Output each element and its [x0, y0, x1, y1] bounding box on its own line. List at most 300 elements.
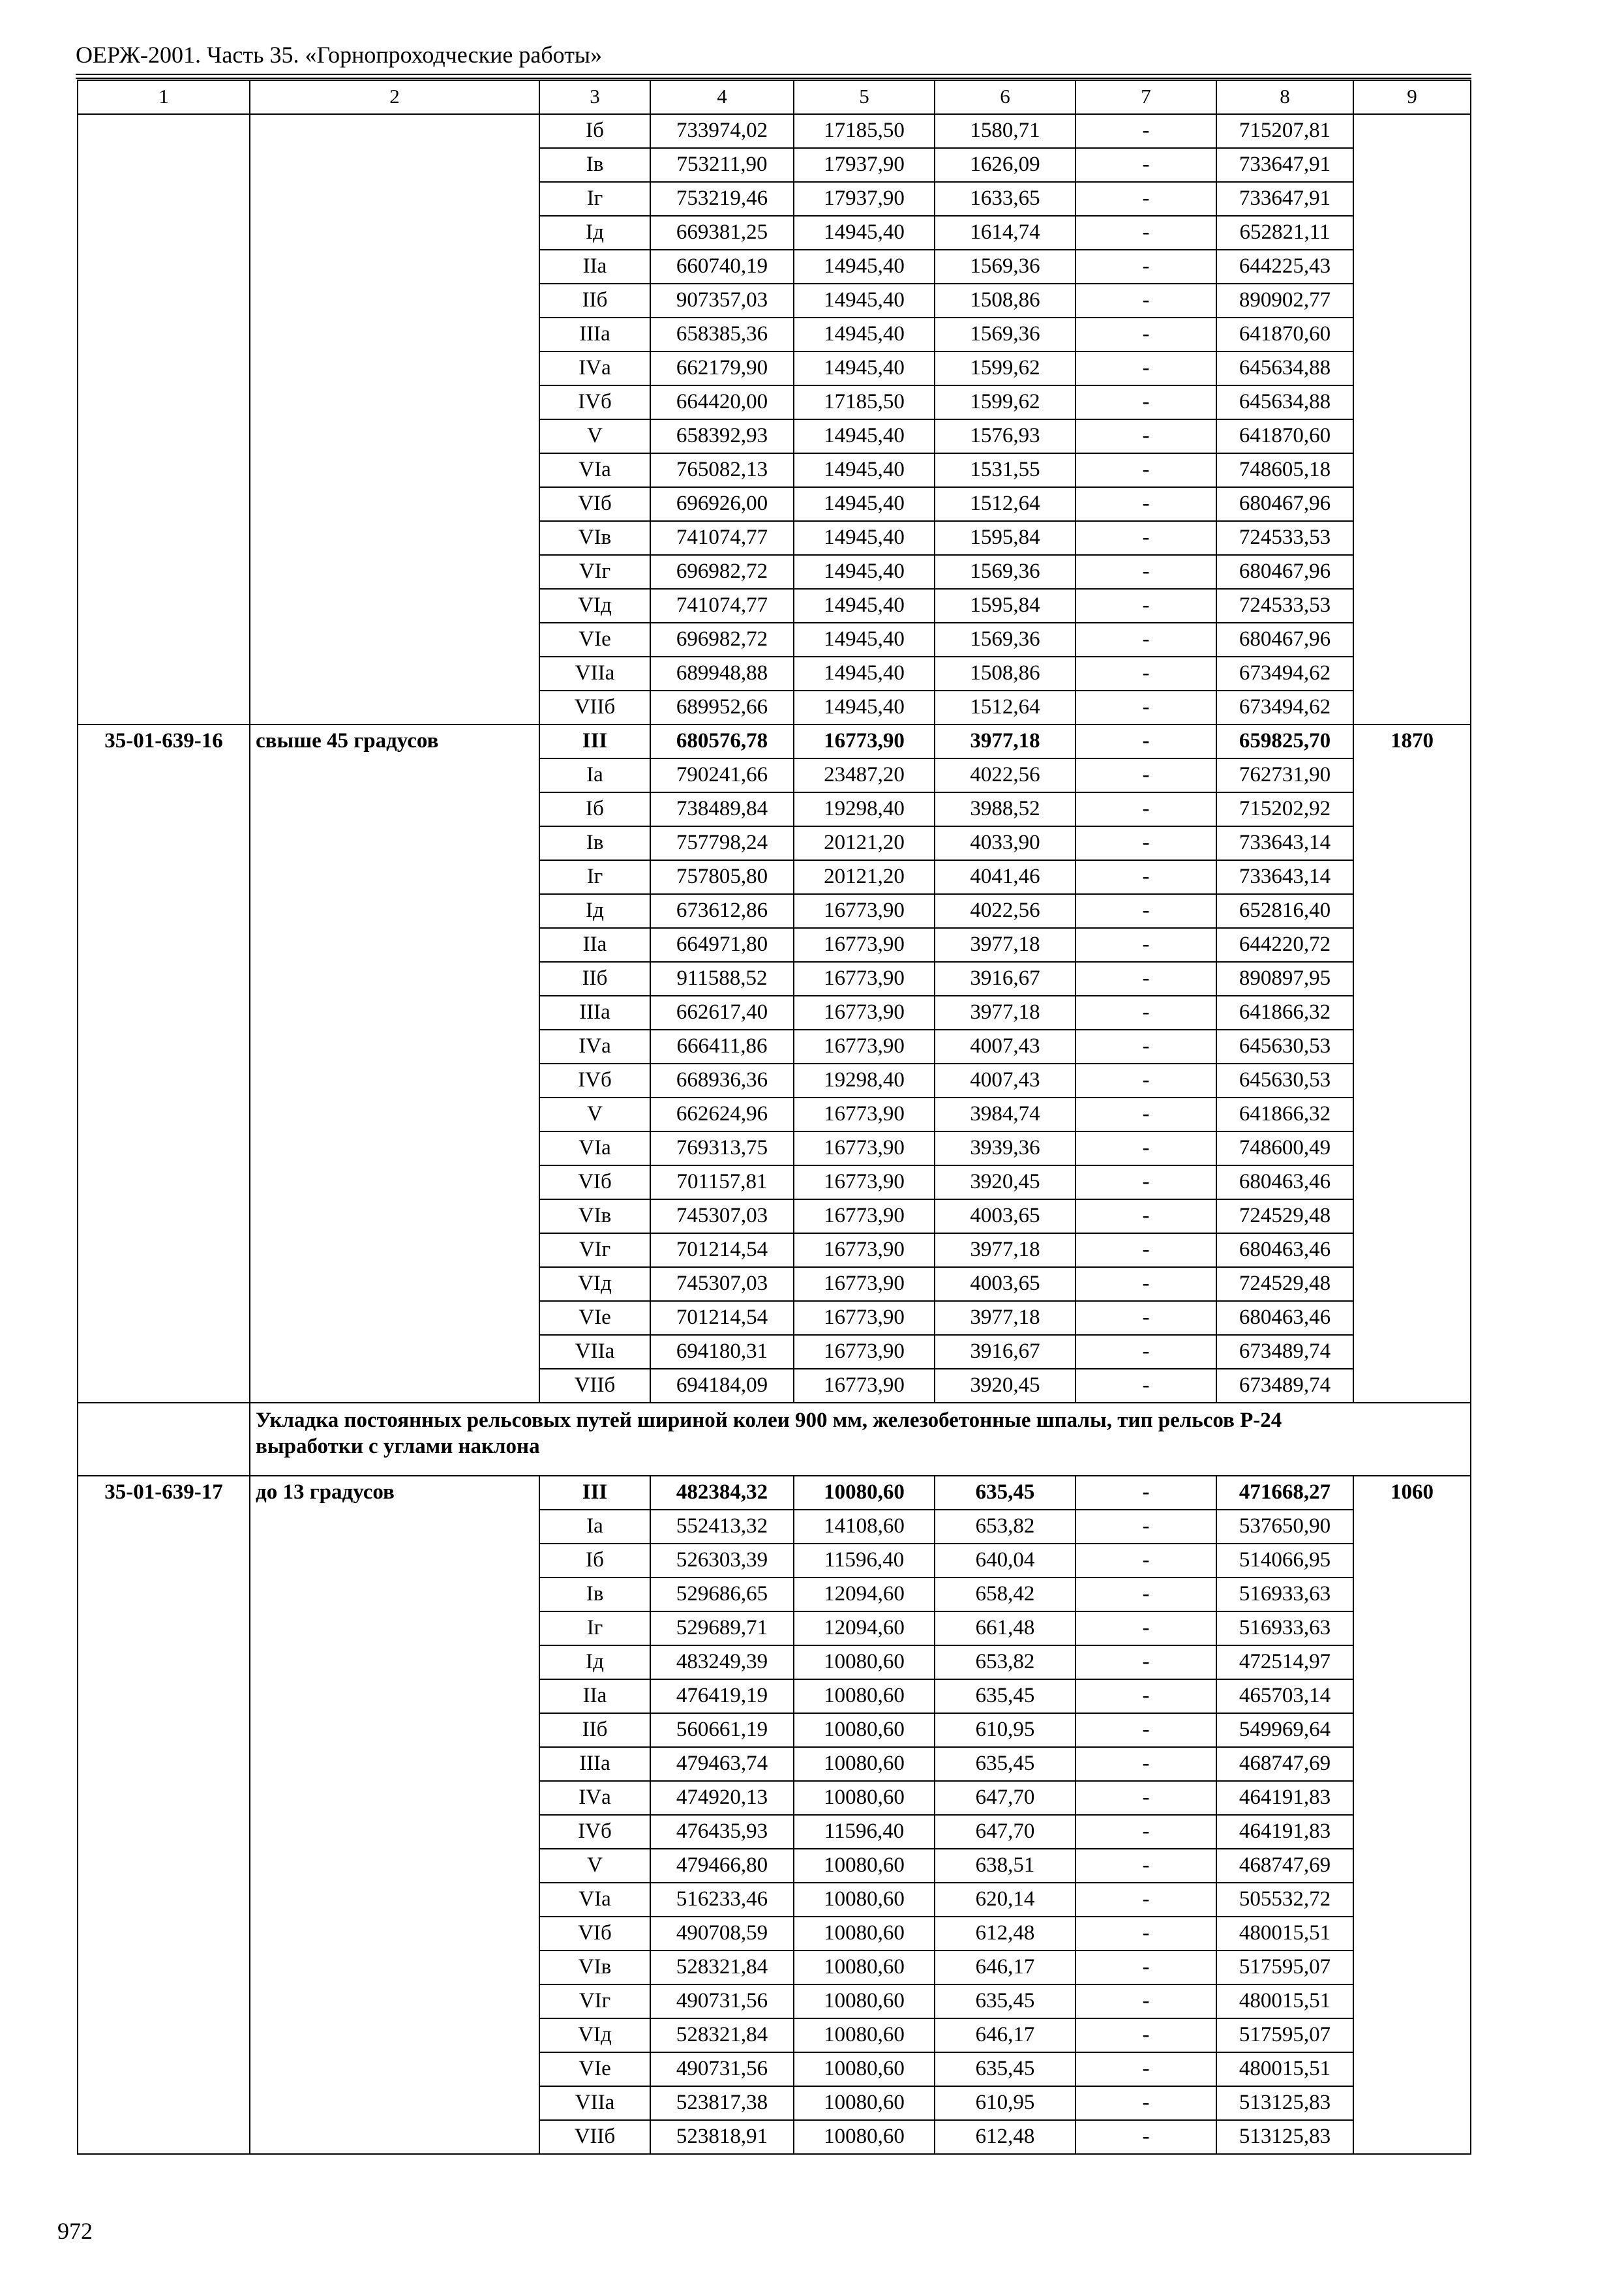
cell-c4: 658385,36	[650, 318, 794, 352]
cell-c3: VIIа	[539, 657, 650, 691]
cell-c4: 753219,46	[650, 182, 794, 216]
cell-c5: 10080,60	[794, 1917, 935, 1951]
cell-c4: 689952,66	[650, 691, 794, 725]
cell-c4: 476419,19	[650, 1679, 794, 1713]
cell-c5: 10080,60	[794, 2052, 935, 2086]
cell-c4: 701214,54	[650, 1301, 794, 1335]
cell-c8: 641870,60	[1216, 318, 1353, 352]
cell-c4: 474920,13	[650, 1781, 794, 1815]
cell-c8: 724533,53	[1216, 589, 1353, 623]
cell-c7: -	[1075, 2018, 1216, 2052]
header-rule-double	[76, 78, 1471, 79]
section-heading-row	[78, 1403, 1471, 1476]
cell-c4: 733974,02	[650, 114, 794, 148]
cell-c5: 16773,90	[794, 1233, 935, 1267]
cell-c8: 733643,14	[1216, 860, 1353, 894]
cell-c4: 745307,03	[650, 1199, 794, 1233]
cell-c7: -	[1075, 250, 1216, 284]
cell-c3: VIг	[539, 1984, 650, 2018]
cell-c5: 10080,60	[794, 2086, 935, 2120]
cell-c6: 3977,18	[935, 725, 1075, 758]
cell-c5: 17937,90	[794, 148, 935, 182]
cell-c7: -	[1075, 1369, 1216, 1403]
cell-c5: 14945,40	[794, 250, 935, 284]
cell-c8: 645630,53	[1216, 1030, 1353, 1064]
cell-c8: 673489,74	[1216, 1369, 1353, 1403]
cell-c3: IIа	[539, 250, 650, 284]
section-heading-line2: выработки с углами наклона	[256, 1435, 540, 1458]
cell-c8: 890897,95	[1216, 962, 1353, 996]
cell-c4: 907357,03	[650, 284, 794, 318]
cell-c8: 471668,27	[1216, 1476, 1353, 1510]
cell-c3: VIд	[539, 1267, 650, 1301]
cell-c4: 490731,56	[650, 2052, 794, 2086]
cell-c6: 3977,18	[935, 996, 1075, 1030]
cell-c4: 552413,32	[650, 1510, 794, 1544]
cell-c3: IIIа	[539, 1747, 650, 1781]
cell-c5: 14945,40	[794, 555, 935, 589]
cell-c7: -	[1075, 1578, 1216, 1611]
cell-c5: 10080,60	[794, 1679, 935, 1713]
cell-c7: -	[1075, 691, 1216, 725]
cell-c6: 640,04	[935, 1544, 1075, 1578]
column-number-cell: 3	[539, 80, 650, 114]
cell-c4: 696982,72	[650, 555, 794, 589]
cell-c5: 20121,20	[794, 860, 935, 894]
cell-c3: VIг	[539, 555, 650, 589]
price-table	[77, 80, 1471, 2155]
cell-c5: 12094,60	[794, 1611, 935, 1645]
cell-c7: -	[1075, 758, 1216, 792]
cell-c8: 680467,96	[1216, 487, 1353, 521]
cell-c8: 733647,91	[1216, 148, 1353, 182]
cell-c6: 647,70	[935, 1815, 1075, 1849]
cell-c6: 1569,36	[935, 318, 1075, 352]
cell-c6: 1626,09	[935, 148, 1075, 182]
cell-c5: 16773,90	[794, 1165, 935, 1199]
cell-c8: 762731,90	[1216, 758, 1353, 792]
cell-c3: Iд	[539, 216, 650, 250]
cell-c5: 10080,60	[794, 1747, 935, 1781]
cell-c6: 612,48	[935, 2120, 1075, 2154]
cell-c6: 1569,36	[935, 623, 1075, 657]
cell-c5: 11596,40	[794, 1815, 935, 1849]
cell-c7: -	[1075, 1544, 1216, 1578]
cell-c4: 529689,71	[650, 1611, 794, 1645]
cell-c4: 745307,03	[650, 1267, 794, 1301]
cell-c8: 516933,63	[1216, 1578, 1353, 1611]
cell-c3: VIIб	[539, 1369, 650, 1403]
cell-c4: 664420,00	[650, 385, 794, 419]
cell-c5: 19298,40	[794, 1064, 935, 1098]
name-cell: свыше 45 градусов	[250, 725, 539, 1403]
cell-c8: 644225,43	[1216, 250, 1353, 284]
cell-c3: VIа	[539, 453, 650, 487]
cell-c7: -	[1075, 1984, 1216, 2018]
cell-c5: 20121,20	[794, 826, 935, 860]
cell-c6: 3916,67	[935, 962, 1075, 996]
cell-c4: 669381,25	[650, 216, 794, 250]
cell-c4: 479466,80	[650, 1849, 794, 1883]
cell-c6: 653,82	[935, 1645, 1075, 1679]
cell-c3: IIб	[539, 962, 650, 996]
cell-c3: VIб	[539, 487, 650, 521]
cell-c5: 16773,90	[794, 1335, 935, 1369]
cell-c4: 662624,96	[650, 1098, 794, 1131]
cell-c8: 513125,83	[1216, 2120, 1353, 2154]
cell-c5: 10080,60	[794, 1476, 935, 1510]
cell-c5: 11596,40	[794, 1544, 935, 1578]
cell-c8: 673489,74	[1216, 1335, 1353, 1369]
code-cell: 35-01-639-16	[78, 725, 250, 1403]
cell-c4: 757798,24	[650, 826, 794, 860]
cell-c7: -	[1075, 1747, 1216, 1781]
cell-c3: VIа	[539, 1883, 650, 1917]
cell-c3: Iб	[539, 792, 650, 826]
cell-c6: 3920,45	[935, 1165, 1075, 1199]
cell-c6: 610,95	[935, 1713, 1075, 1747]
cell-c7: -	[1075, 962, 1216, 996]
cell-c7: -	[1075, 284, 1216, 318]
cell-c4: 790241,66	[650, 758, 794, 792]
cell-c4: 660740,19	[650, 250, 794, 284]
cell-c8: 724533,53	[1216, 521, 1353, 555]
cell-c3: IVа	[539, 1030, 650, 1064]
cell-c3: III	[539, 1476, 650, 1510]
cell-c3: Iб	[539, 114, 650, 148]
cell-c4: 526303,39	[650, 1544, 794, 1578]
cell-c6: 653,82	[935, 1510, 1075, 1544]
cell-c3: VIIа	[539, 2086, 650, 2120]
cell-c3: VIе	[539, 2052, 650, 2086]
cell-c7: -	[1075, 1713, 1216, 1747]
cell-c8: 652821,11	[1216, 216, 1353, 250]
cell-c8: 468747,69	[1216, 1747, 1353, 1781]
cell-c5: 16773,90	[794, 1030, 935, 1064]
cell-c8: 641866,32	[1216, 996, 1353, 1030]
table-row	[78, 725, 1471, 758]
cell-c7: -	[1075, 1098, 1216, 1131]
cell-c4: 701157,81	[650, 1165, 794, 1199]
cell-c5: 19298,40	[794, 792, 935, 826]
cell-c6: 1576,93	[935, 419, 1075, 453]
cell-c3: VIб	[539, 1917, 650, 1951]
cell-c3: VIд	[539, 589, 650, 623]
cell-c3: VIб	[539, 1165, 650, 1199]
cell-c7: -	[1075, 1917, 1216, 1951]
cell-c4: 769313,75	[650, 1131, 794, 1165]
cell-c7: -	[1075, 1679, 1216, 1713]
table-row	[78, 1476, 1471, 1510]
cell-c8: 549969,64	[1216, 1713, 1353, 1747]
cell-c3: IVа	[539, 352, 650, 385]
cell-c6: 610,95	[935, 2086, 1075, 2120]
cell-c8: 641866,32	[1216, 1098, 1353, 1131]
labor-cell: 1060	[1353, 1476, 1471, 2154]
cell-c4: 680576,78	[650, 725, 794, 758]
column-number-cell: 8	[1216, 80, 1353, 114]
cell-c7: -	[1075, 860, 1216, 894]
cell-c7: -	[1075, 182, 1216, 216]
cell-c7: -	[1075, 623, 1216, 657]
cell-c4: 694184,09	[650, 1369, 794, 1403]
cell-c5: 23487,20	[794, 758, 935, 792]
cell-c3: IVб	[539, 385, 650, 419]
cell-c6: 3988,52	[935, 792, 1075, 826]
cell-c6: 3977,18	[935, 1233, 1075, 1267]
cell-c3: IIIа	[539, 996, 650, 1030]
cell-c3: IVа	[539, 1781, 650, 1815]
cell-c7: -	[1075, 1165, 1216, 1199]
cell-c5: 14945,40	[794, 487, 935, 521]
cell-c6: 4041,46	[935, 860, 1075, 894]
cell-c7: -	[1075, 1131, 1216, 1165]
cell-c5: 10080,60	[794, 1713, 935, 1747]
cell-c6: 1633,65	[935, 182, 1075, 216]
cell-c8: 715207,81	[1216, 114, 1353, 148]
cell-c7: -	[1075, 1883, 1216, 1917]
cell-c3: VIIб	[539, 2120, 650, 2154]
cell-c7: -	[1075, 826, 1216, 860]
cell-c6: 612,48	[935, 1917, 1075, 1951]
cell-c4: 528321,84	[650, 1951, 794, 1984]
cell-c3: Iг	[539, 1611, 650, 1645]
cell-c5: 14945,40	[794, 521, 935, 555]
cell-c4: 664971,80	[650, 928, 794, 962]
cell-c5: 10080,60	[794, 1883, 935, 1917]
cell-c3: Iд	[539, 1645, 650, 1679]
page-header: ОЕРЖ-2001. Часть 35. «Горнопроходческие работы»	[76, 42, 603, 68]
cell-c3: IIIа	[539, 318, 650, 352]
cell-c6: 1599,62	[935, 385, 1075, 419]
cell-c8: 644220,72	[1216, 928, 1353, 962]
cell-c6: 1614,74	[935, 216, 1075, 250]
cell-c4: 516233,46	[650, 1883, 794, 1917]
cell-c8: 472514,97	[1216, 1645, 1353, 1679]
cell-c6: 635,45	[935, 1476, 1075, 1510]
cell-c8: 673494,62	[1216, 691, 1353, 725]
cell-c8: 537650,90	[1216, 1510, 1353, 1544]
cell-c6: 1569,36	[935, 250, 1075, 284]
cell-c7: -	[1075, 996, 1216, 1030]
cell-c6: 1508,86	[935, 657, 1075, 691]
cell-c8: 680467,96	[1216, 623, 1353, 657]
cell-c6: 646,17	[935, 1951, 1075, 1984]
cell-c6: 635,45	[935, 1747, 1075, 1781]
cell-c8: 715202,92	[1216, 792, 1353, 826]
cell-c3: Iа	[539, 1510, 650, 1544]
cell-c4: 696982,72	[650, 623, 794, 657]
cell-c3: VIа	[539, 1131, 650, 1165]
cell-c6: 647,70	[935, 1781, 1075, 1815]
cell-c4: 483249,39	[650, 1645, 794, 1679]
cell-c5: 16773,90	[794, 1131, 935, 1165]
cell-c4: 757805,80	[650, 860, 794, 894]
cell-c4: 741074,77	[650, 589, 794, 623]
cell-c3: IVб	[539, 1815, 650, 1849]
cell-c4: 479463,74	[650, 1747, 794, 1781]
cell-c4: 476435,93	[650, 1815, 794, 1849]
cell-c4: 689948,88	[650, 657, 794, 691]
cell-c7: -	[1075, 1030, 1216, 1064]
cell-c8: 645630,53	[1216, 1064, 1353, 1098]
cell-c6: 1580,71	[935, 114, 1075, 148]
cell-c3: IIб	[539, 1713, 650, 1747]
cell-c8: 733643,14	[1216, 826, 1353, 860]
cell-c7: -	[1075, 1611, 1216, 1645]
cell-c7: -	[1075, 1267, 1216, 1301]
cell-c7: -	[1075, 928, 1216, 962]
cell-c8: 465703,14	[1216, 1679, 1353, 1713]
cell-c3: V	[539, 1849, 650, 1883]
column-number-cell: 2	[250, 80, 539, 114]
cell-c6: 3984,74	[935, 1098, 1075, 1131]
cell-c5: 14945,40	[794, 284, 935, 318]
cell-c6: 635,45	[935, 2052, 1075, 2086]
cell-c6: 4022,56	[935, 894, 1075, 928]
cell-c8: 480015,51	[1216, 1984, 1353, 2018]
cell-c7: -	[1075, 216, 1216, 250]
cell-c8: 505532,72	[1216, 1883, 1353, 1917]
cell-c8: 513125,83	[1216, 2086, 1353, 2120]
cell-c7: -	[1075, 453, 1216, 487]
name-cell	[250, 114, 539, 725]
cell-c8: 680463,46	[1216, 1301, 1353, 1335]
cell-c6: 646,17	[935, 2018, 1075, 2052]
cell-c5: 10080,60	[794, 1645, 935, 1679]
cell-c5: 14945,40	[794, 589, 935, 623]
column-number-cell: 5	[794, 80, 935, 114]
cell-c8: 464191,83	[1216, 1815, 1353, 1849]
cell-c4: 673612,86	[650, 894, 794, 928]
column-number-row	[78, 80, 1471, 114]
cell-c6: 4022,56	[935, 758, 1075, 792]
cell-c5: 16773,90	[794, 996, 935, 1030]
cell-c8: 645634,88	[1216, 385, 1353, 419]
cell-c7: -	[1075, 1301, 1216, 1335]
cell-c3: Iв	[539, 1578, 650, 1611]
labor-cell: 1870	[1353, 725, 1471, 1403]
cell-c7: -	[1075, 1510, 1216, 1544]
cell-c4: 765082,13	[650, 453, 794, 487]
column-number-cell: 1	[78, 80, 250, 114]
cell-c5: 14945,40	[794, 657, 935, 691]
section-heading-line1: Укладка постоянных рельсовых путей шириной колеи 900 мм, железобетонные шпалы, тип рельсов Р-24	[256, 1409, 1282, 1432]
labor-cell	[1353, 114, 1471, 725]
cell-c7: -	[1075, 555, 1216, 589]
cell-c8: 673494,62	[1216, 657, 1353, 691]
cell-c6: 620,14	[935, 1883, 1075, 1917]
cell-c5: 16773,90	[794, 894, 935, 928]
cell-c3: VIIб	[539, 691, 650, 725]
section-blank-cell	[78, 1403, 250, 1476]
cell-c7: -	[1075, 352, 1216, 385]
cell-c5: 10080,60	[794, 1849, 935, 1883]
cell-c8: 464191,83	[1216, 1781, 1353, 1815]
cell-c4: 523817,38	[650, 2086, 794, 2120]
cell-c7: -	[1075, 1781, 1216, 1815]
cell-c5: 17937,90	[794, 182, 935, 216]
cell-c7: -	[1075, 725, 1216, 758]
cell-c5: 14945,40	[794, 691, 935, 725]
cell-c7: -	[1075, 1064, 1216, 1098]
cell-c5: 16773,90	[794, 962, 935, 996]
cell-c8: 680467,96	[1216, 555, 1353, 589]
cell-c8: 680463,46	[1216, 1165, 1353, 1199]
cell-c7: -	[1075, 1199, 1216, 1233]
cell-c8: 480015,51	[1216, 2052, 1353, 2086]
cell-c7: -	[1075, 2086, 1216, 2120]
cell-c5: 14945,40	[794, 623, 935, 657]
cell-c4: 694180,31	[650, 1335, 794, 1369]
cell-c8: 890902,77	[1216, 284, 1353, 318]
cell-c7: -	[1075, 521, 1216, 555]
header-rule	[76, 74, 1471, 75]
cell-c8: 645634,88	[1216, 352, 1353, 385]
cell-c5: 10080,60	[794, 1951, 935, 1984]
cell-c8: 516933,63	[1216, 1611, 1353, 1645]
cell-c6: 3939,36	[935, 1131, 1075, 1165]
cell-c7: -	[1075, 1645, 1216, 1679]
cell-c5: 16773,90	[794, 1267, 935, 1301]
cell-c7: -	[1075, 114, 1216, 148]
cell-c4: 741074,77	[650, 521, 794, 555]
cell-c8: 514066,95	[1216, 1544, 1353, 1578]
cell-c6: 1508,86	[935, 284, 1075, 318]
column-number-cell: 6	[935, 80, 1075, 114]
column-number-cell: 4	[650, 80, 794, 114]
cell-c7: -	[1075, 318, 1216, 352]
cell-c3: III	[539, 725, 650, 758]
cell-c8: 517595,07	[1216, 1951, 1353, 1984]
cell-c4: 482384,32	[650, 1476, 794, 1510]
cell-c3: Iб	[539, 1544, 650, 1578]
cell-c7: -	[1075, 792, 1216, 826]
cell-c5: 14945,40	[794, 419, 935, 453]
cell-c3: VIг	[539, 1233, 650, 1267]
cell-c5: 12094,60	[794, 1578, 935, 1611]
code-cell: 35-01-639-17	[78, 1476, 250, 2154]
cell-c8: 724529,48	[1216, 1267, 1353, 1301]
cell-c5: 14108,60	[794, 1510, 935, 1544]
cell-c7: -	[1075, 419, 1216, 453]
cell-c5: 14945,40	[794, 453, 935, 487]
cell-c5: 17185,50	[794, 385, 935, 419]
cell-c6: 4033,90	[935, 826, 1075, 860]
cell-c4: 701214,54	[650, 1233, 794, 1267]
cell-c3: Iв	[539, 826, 650, 860]
cell-c5: 16773,90	[794, 928, 935, 962]
cell-c5: 14945,40	[794, 216, 935, 250]
cell-c6: 635,45	[935, 1984, 1075, 2018]
cell-c5: 16773,90	[794, 1199, 935, 1233]
cell-c4: 662179,90	[650, 352, 794, 385]
cell-c4: 753211,90	[650, 148, 794, 182]
cell-c8: 517595,07	[1216, 2018, 1353, 2052]
cell-c8: 652816,40	[1216, 894, 1353, 928]
cell-c8: 468747,69	[1216, 1849, 1353, 1883]
cell-c6: 4007,43	[935, 1030, 1075, 1064]
cell-c7: -	[1075, 894, 1216, 928]
cell-c6: 1512,64	[935, 487, 1075, 521]
cell-c3: VIе	[539, 1301, 650, 1335]
cell-c8: 733647,91	[1216, 182, 1353, 216]
cell-c6: 635,45	[935, 1679, 1075, 1713]
cell-c6: 638,51	[935, 1849, 1075, 1883]
cell-c4: 523818,91	[650, 2120, 794, 2154]
cell-c3: Iг	[539, 860, 650, 894]
cell-c7: -	[1075, 1233, 1216, 1267]
